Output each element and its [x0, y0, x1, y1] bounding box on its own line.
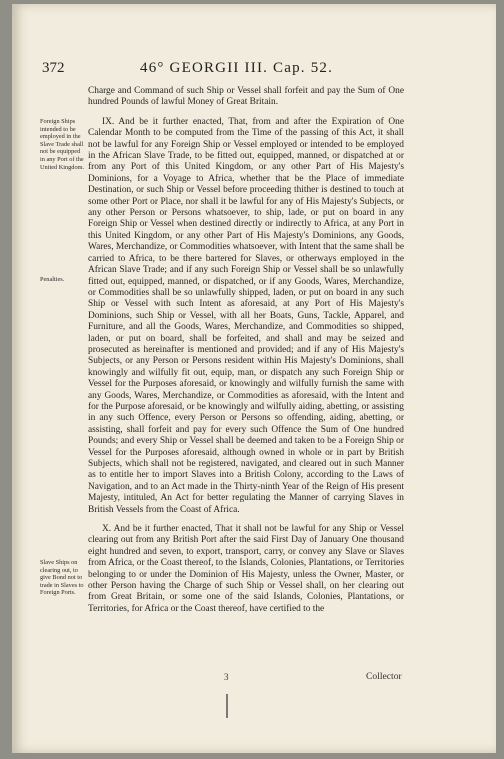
catchword: Collector [366, 671, 402, 682]
paragraph-section-ix: IX. And be it further enacted, That, from and after the Expiration of One Calendar Month to be computed from the Time of the passing of this Act, it shall not be lawful for any Foreign Ship or Vessel employed or intended to be employed in the African Slave Trade, to be fitted out, equipped, manned, or dispatched at or from any Port of this United Kingdom, or any other Part of His Majesty's Dominions, for a Voyage to Africa, whether that be the Place of immediate Destination, or such Ship or Vessel before proceeding thither is destined to touch at some other Port or Place, nor shall it be lawful for any of His Majesty's Subjects, or any other Person or Persons whatsoever, to ship, lade, or put on board in any Foreign Ship or Vessel when destined directly or indirectly to Africa, at any Port in this United Kingdom, or any other Part of His Majesty's Dominions, any Goods, Wares, Merchandize, or Commodities whatsoever, with Intent that the same shall be carried to Africa, to be there bartered for Slaves, or otherways employed in the African Slave Trade; and if any such Foreign Ship or Vessel shall be so unlawfully fitted out, equipped, manned, or dispatched, or if any Goods, Wares, Merchandize, or Commodities shall be so unlawfully shipped, laden, or put on board in any such Ship or Vessel with such Intent as aforesaid, at any Port of His Majesty's Dominions, such Ship or Vessel, with all her Boats, Guns, Tackle, Apparel, and Furniture, and all the Goods, Wares, Merchandize, and Commodities so shipped, laden, or put on board, shall be forfeited, and shall and may be seized and prosecuted as hereinafter is mentioned and provided; and if any of His Majesty's Subjects, or any Person or Persons resident within His Majesty's Dominions, shall knowingly and wilfully fit out, equip, man, or dispatch any such Foreign Ship or Vessel for the Purposes aforesaid, or knowingly and wilfully furnish the same with any Goods, Wares, Merchandize, or Commodities as aforesaid, with the Intent and for the Purpose aforesaid, or be knowingly and wilfully aiding, abetting, or assisting in any such Offence, every Person or Persons so offending, aiding, abetting, or assisting, shall forfeit and pay for every such Offence the Sum of One hundred Pounds; and every Ship or Vessel shall be deemed and taken to be a Foreign Ship or Vessel for the Purposes aforesaid, although owned in whole or in part by British Subjects, which shall not be registered, navigated, and cleared out in such Manner as to entitle her to import Slaves into a British Colony, according to the Laws of Navigation, and to an Act made in the Thirty-ninth Year of the Reign of His present Majesty, intituled, An Act for better regulating the Manner of carrying Slaves in British Vessels from the Coast of Africa. [88, 116, 404, 515]
page-number: 372 [42, 60, 65, 76]
sidenote-penalties: Penalties. [40, 276, 65, 283]
book-page [12, 4, 496, 753]
body-text [88, 86, 404, 615]
sidenote-slave-ships: Slave Ships on clearing out, to give Bond not to trade in Slaves to Foreign Ports. [40, 559, 84, 597]
printer-signature: 3 [224, 672, 229, 682]
sidenote-foreign-ships: Foreign Ships intended to be employed in the Slave Trade shall not be equipped in any Port of the United Kingdom. [40, 118, 85, 171]
binding-mark [226, 694, 228, 718]
paragraph-section-x: X. And be it further enacted, That it shall not be lawful for any Ship or Vessel clearing out from any British Port after the said First Day of January One thousand eight hundred and seven, to export, transport, carry, or convey any Slave or Slaves from Africa, or the Coast thereof, to the Islands, Colonies, Plantations, or Territories belonging to or under the Dominion of His Majesty, unless the Owner, Master, or other Person having the Charge of such Ship or Vessel shall, on her clearing out from Great Britain, or some one of the said Islands, Colonies, Plantations, or Territories, for Africa or the Coast thereof, have certified to the [88, 524, 404, 614]
running-head [42, 60, 412, 82]
paragraph-continuation: Charge and Command of such Ship or Vessel shall forfeit and pay the Sum of One hundred Pounds of lawful Money of Great Britain. [88, 86, 404, 108]
page-title: 46° GEORGII III. Cap. 52. [140, 60, 334, 76]
